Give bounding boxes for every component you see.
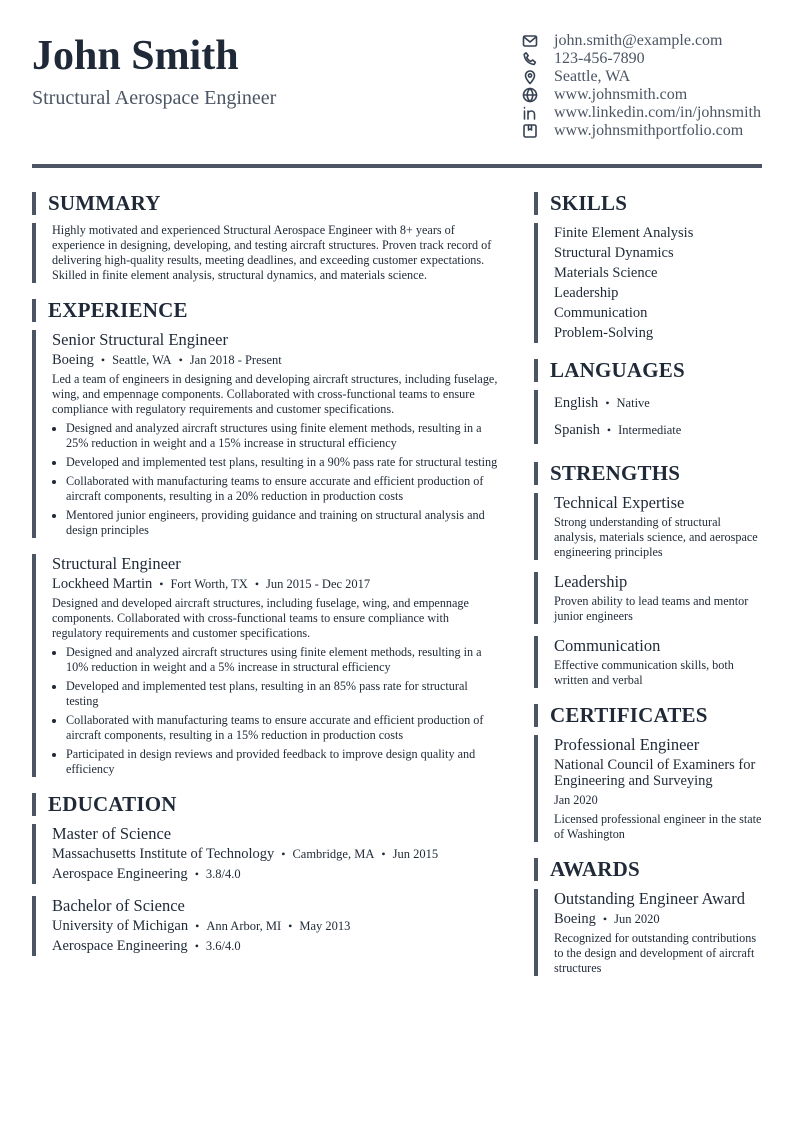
strength-description: Effective communication skills, both written and verbal — [554, 658, 734, 687]
contact-location — [522, 68, 767, 86]
contact-portfolio[interactable] — [522, 122, 767, 140]
award-title: Outstanding Engineer Award — [554, 889, 745, 908]
languages-heading: LANGUAGES — [534, 359, 762, 382]
portfolio-icon — [522, 123, 538, 139]
school-location: Ann Arbor, MI — [206, 919, 282, 933]
award-date: Jun 2020 — [614, 912, 660, 926]
side-column — [534, 192, 762, 976]
strength-title: Communication — [554, 636, 661, 655]
skill-item: Communication — [554, 305, 648, 321]
language-name: English — [554, 395, 599, 411]
resume-page — [32, 0, 762, 975]
award-meta: Boeing • Jun 2020 — [554, 911, 660, 927]
certificate-entry — [534, 735, 762, 842]
job-entry — [32, 330, 502, 538]
skill-item: Leadership — [554, 285, 619, 301]
language-item: English • Native — [554, 395, 650, 411]
education-entry — [32, 896, 502, 956]
language-level: Intermediate — [618, 423, 682, 437]
language-name: Spanish — [554, 422, 600, 438]
summary-text: Highly motivated and experienced Structural Aerospace Engineer with 8+ years of experience in designing, developing, and testing aircraft structures. Proven track record of delivering high-quality results, meeting deadlines, and exceeding customer expectations. Skilled in finite element analysis, structural dynamics, and materials science. — [52, 223, 492, 282]
experience-heading: EXPERIENCE — [32, 299, 502, 322]
job-company: Boeing — [52, 352, 94, 368]
skill-item: Materials Science — [554, 265, 658, 281]
strength-entry — [534, 493, 762, 560]
achievement-item: • Designed and analyzed aircraft structures using finite element methods, resulting in a 25% reduction in weight and a 15% increase in structural efficiency — [66, 421, 502, 451]
degree-title: Bachelor of Science — [52, 896, 185, 915]
strength-description: Proven ability to lead teams and mentor junior engineers — [554, 594, 749, 623]
achievement-item: • Collaborated with manufacturing teams to ensure accurate and efficient production of aircraft components, resulting in a 15% reduction in production costs — [66, 713, 502, 743]
job-title: Senior Structural Engineer — [52, 330, 228, 349]
language-item: Spanish • Intermediate — [554, 422, 682, 438]
education-heading: EDUCATION — [32, 793, 502, 816]
achievement-item: • Developed and implemented test plans, resulting in a 90% pass rate for structural testing — [66, 455, 502, 470]
resume-header — [32, 0, 762, 165]
skill-item: Finite Element Analysis — [554, 225, 694, 241]
phone-icon — [522, 51, 538, 67]
contact-text: 123-456-7890 — [554, 50, 645, 67]
school-name: University of Michigan — [52, 918, 189, 934]
languages-block — [534, 390, 762, 444]
contact-text: Seattle, WA — [554, 68, 631, 85]
skills-heading: SKILLS — [534, 192, 762, 215]
candidate-role: Structural Aerospace Engineer — [32, 87, 277, 109]
strength-entry — [534, 636, 762, 688]
mail-icon — [522, 33, 538, 49]
job-achievements — [52, 645, 502, 777]
graduation-date: May 2013 — [299, 919, 351, 933]
award-description: Recognized for outstanding contributions to the design and development of aircraft structures — [554, 931, 757, 975]
school-location: Cambridge, MA — [292, 847, 375, 861]
school-name: Massachusetts Institute of Technology — [52, 846, 275, 862]
education-meta: University of Michigan • Ann Arbor, MI • May 2013 — [52, 918, 351, 934]
field-of-study: Aerospace Engineering — [52, 938, 188, 954]
award-org: Boeing — [554, 911, 596, 927]
achievement-item: • Collaborated with manufacturing teams to ensure accurate and efficient production of aircraft components, resulting in a 20% reduction in production costs — [66, 474, 502, 504]
strength-description: Strong understanding of structural analysis, materials science, and aerospace engineering principles — [554, 515, 758, 559]
contact-text: www.johnsmith.com — [554, 86, 688, 103]
job-description: Led a team of engineers in designing and developing aircraft structures, including fuselage, wing, and empennage components. Collaborated with cross-functional teams to ensure compliance with regulatory requirements and customer specifications. — [52, 372, 498, 416]
contact-linkedin[interactable] — [522, 104, 767, 122]
job-meta: Lockheed Martin • Fort Worth, TX • Jun 2015 - Dec 2017 — [52, 576, 371, 592]
job-location: Fort Worth, TX — [170, 577, 248, 591]
strength-title: Technical Expertise — [554, 493, 685, 512]
header-divider — [32, 164, 762, 168]
certificate-description: Licensed professional engineer in the state of Washington — [554, 812, 762, 841]
education-field: Aerospace Engineering • 3.8/4.0 — [52, 866, 241, 882]
candidate-name: John Smith — [32, 33, 239, 79]
job-dates: Jun 2015 - Dec 2017 — [266, 577, 371, 591]
job-dates: Jan 2018 - Present — [189, 353, 282, 367]
education-field: Aerospace Engineering • 3.6/4.0 — [52, 938, 241, 954]
certificates-heading: CERTIFICATES — [534, 704, 762, 727]
gpa: 3.6/4.0 — [205, 939, 241, 953]
linkedin-icon — [522, 105, 538, 121]
strength-entry — [534, 572, 762, 624]
globe-icon — [522, 87, 538, 103]
contact-text: www.linkedin.com/in/johnsmith — [554, 104, 761, 121]
contact-website[interactable] — [522, 86, 767, 104]
contact-phone[interactable] — [522, 50, 767, 68]
achievement-item: • Mentored junior engineers, providing guidance and training on structural analysis and design principles — [66, 508, 502, 538]
contact-text: www.johnsmithportfolio.com — [554, 122, 744, 139]
skill-item: Problem-Solving — [554, 325, 654, 341]
education-meta: Massachusetts Institute of Technology • Cambridge, MA • Jun 2015 — [52, 846, 439, 862]
contact-email[interactable] — [522, 32, 767, 50]
summary-heading: SUMMARY — [32, 192, 502, 215]
job-description: Designed and developed aircraft structures, including fuselage, wing, and empennage components. Collaborated with cross-functional teams to ensure compliance with regulatory requirements and customer specifications. — [52, 596, 469, 640]
achievement-item: • Developed and implemented test plans, resulting in an 85% pass rate for structural testing — [66, 679, 502, 709]
job-entry — [32, 554, 502, 777]
location-pin-icon — [522, 69, 538, 85]
certificate-issuer: National Council of Examiners for Engineering and Surveying — [554, 757, 756, 789]
job-title: Structural Engineer — [52, 554, 181, 573]
contact-list — [522, 32, 767, 140]
job-company: Lockheed Martin — [52, 576, 153, 592]
strengths-heading: STRENGTHS — [534, 462, 762, 485]
achievement-item: • Participated in design reviews and provided feedback to improve design quality and efficiency — [66, 747, 502, 777]
degree-title: Master of Science — [52, 824, 172, 843]
summary-block — [32, 223, 502, 283]
graduation-date: Jun 2015 — [392, 847, 439, 861]
awards-heading: AWARDS — [534, 858, 762, 881]
gpa: 3.8/4.0 — [205, 867, 241, 881]
certificate-date: Jan 2020 — [554, 793, 598, 807]
contact-text: john.smith@example.com — [554, 32, 723, 49]
achievement-item: • Designed and analyzed aircraft structures using finite element methods, resulting in a 10% reduction in weight and a 5% increase in structural efficiency — [66, 645, 502, 675]
job-achievements — [52, 421, 502, 538]
certificate-title: Professional Engineer — [554, 735, 700, 754]
strength-title: Leadership — [554, 572, 628, 591]
award-entry — [534, 889, 762, 976]
field-of-study: Aerospace Engineering — [52, 866, 188, 882]
language-level: Native — [616, 396, 650, 410]
job-meta: Boeing • Seattle, WA • Jan 2018 - Present — [52, 352, 282, 368]
education-entry — [32, 824, 502, 884]
job-location: Seattle, WA — [112, 353, 172, 367]
skills-block — [534, 223, 762, 343]
skill-item: Structural Dynamics — [554, 245, 674, 261]
main-column — [32, 192, 502, 956]
